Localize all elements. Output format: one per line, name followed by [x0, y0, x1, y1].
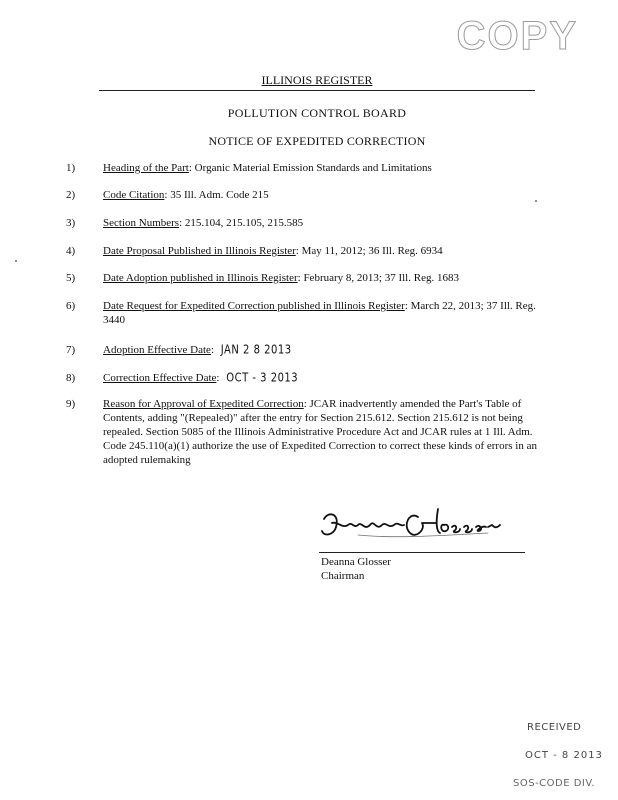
document-page: COPY ILLINOIS REGISTER POLLUTION CONTROL BOARD NOTICE OF EXPEDITED CORRECTION 1) Heading of the Part: Organic Material Emission Standards and Limitations 2) Code Citation: 35 Ill. Adm. Code 215 3) Section Numbers: 215.104, 215.105, 215.585 4) Date Proposal Published in Illinois Register: May 11, 2012; 36 Ill. Reg. 6934 5) Date Adoption published in Illinois Register: February 8, 2013; 37 Ill. Reg. 1683 6) Date Request for Expedited Correction published in Illinois Register: March 22, 2013; 37 Ill. Reg. 3440 7) Adoption Effective Date: JAN 2 8 2013 8) Correction Effective Date: OCT - 3 2013 9) Reason for Approval of Expedited Correction: JCAR inadvertently amended the Part's Table of Contents, adding "(Repealed)" after the entry for Section 215.612. Section 215.612 is not being repealed. Section 5085 of the Illinois Administrative Procedure Act and JCAR rules at 1 Ill. Adm. Code 245.110(a)(1) authorize the use of Expedited Correction to correct these kinds of errors in an adopted rulemaking Deanna Glosser Chairman RECEIVED OCT - 8 2013 SOS-CODE DIV. — [0, 0, 618, 800]
item-value: JCAR inadvertently amended the Part's Table of Contents, adding "(Repealed)" after the entry for Section 215.612. Section 215.612 is not being repealed. Section 5085 of the Illinois Administrative Procedure Act and JCAR rules at 1 Ill. Adm. Code 245.110(a)(1) authorize the use of Expedited Correction to correct these kinds of errors in an adopted rulemaking — [103, 398, 537, 466]
item-number: 1) — [66, 162, 76, 174]
received-date: OCT - 8 2013 — [525, 750, 603, 761]
signer-title: Chairman — [321, 570, 365, 582]
item-number: 9) — [66, 398, 76, 410]
board-title: POLLUTION CONTROL BOARD — [227, 106, 407, 120]
signature — [318, 505, 518, 545]
item-value: February 8, 2013; 37 Ill. Reg. 1683 — [300, 272, 459, 284]
item-value: Organic Material Emission Standards and Limitations — [191, 162, 432, 174]
item-number: 3) — [66, 217, 76, 229]
item-label: Reason for Approval of Expedited Correction — [103, 398, 304, 410]
item-label: Date Request for Expedited Correction published in Illinois Register — [103, 300, 405, 312]
item-number: 8) — [66, 372, 76, 384]
item-number: 6) — [66, 300, 76, 312]
item-label: Code Citation — [103, 189, 165, 201]
item-number: 4) — [66, 245, 76, 257]
item-value: 35 Ill. Adm. Code 215 — [167, 189, 269, 201]
item-number: 5) — [66, 272, 76, 284]
item-number: 2) — [66, 189, 76, 201]
date-stamp: JAN 2 8 2013 — [220, 343, 292, 357]
item-value: March 22, 2013; 37 Ill. Reg. 3440 — [103, 300, 536, 326]
scan-speck — [15, 260, 17, 262]
item-label: Adoption Effective Date — [103, 344, 211, 356]
item-value: May 11, 2012; 36 Ill. Reg. 6934 — [298, 245, 443, 257]
signer-name: Deanna Glosser — [321, 556, 391, 568]
item-value: 215.104, 215.105, 215.585 — [182, 217, 304, 229]
item-label: Section Numbers — [103, 217, 180, 229]
register-heading: ILLINOIS REGISTER — [261, 73, 373, 87]
signature-line — [319, 552, 525, 553]
copy-stamp: COPY — [456, 14, 578, 58]
item-label: Date Proposal Published in Illinois Register — [103, 245, 296, 257]
header-rule — [99, 90, 535, 91]
item-label: Correction Effective Date — [103, 372, 217, 384]
item-label: Date Adoption published in Illinois Register — [103, 272, 298, 284]
received-stamp: RECEIVED — [527, 722, 582, 733]
date-stamp: OCT - 3 2013 — [226, 371, 299, 385]
received-dept: SOS-CODE DIV. — [513, 778, 596, 789]
item-number: 7) — [66, 344, 76, 356]
item-label: Heading of the Part — [103, 162, 189, 174]
scan-speck — [535, 200, 537, 202]
notice-title: NOTICE OF EXPEDITED CORRECTION — [208, 134, 426, 148]
